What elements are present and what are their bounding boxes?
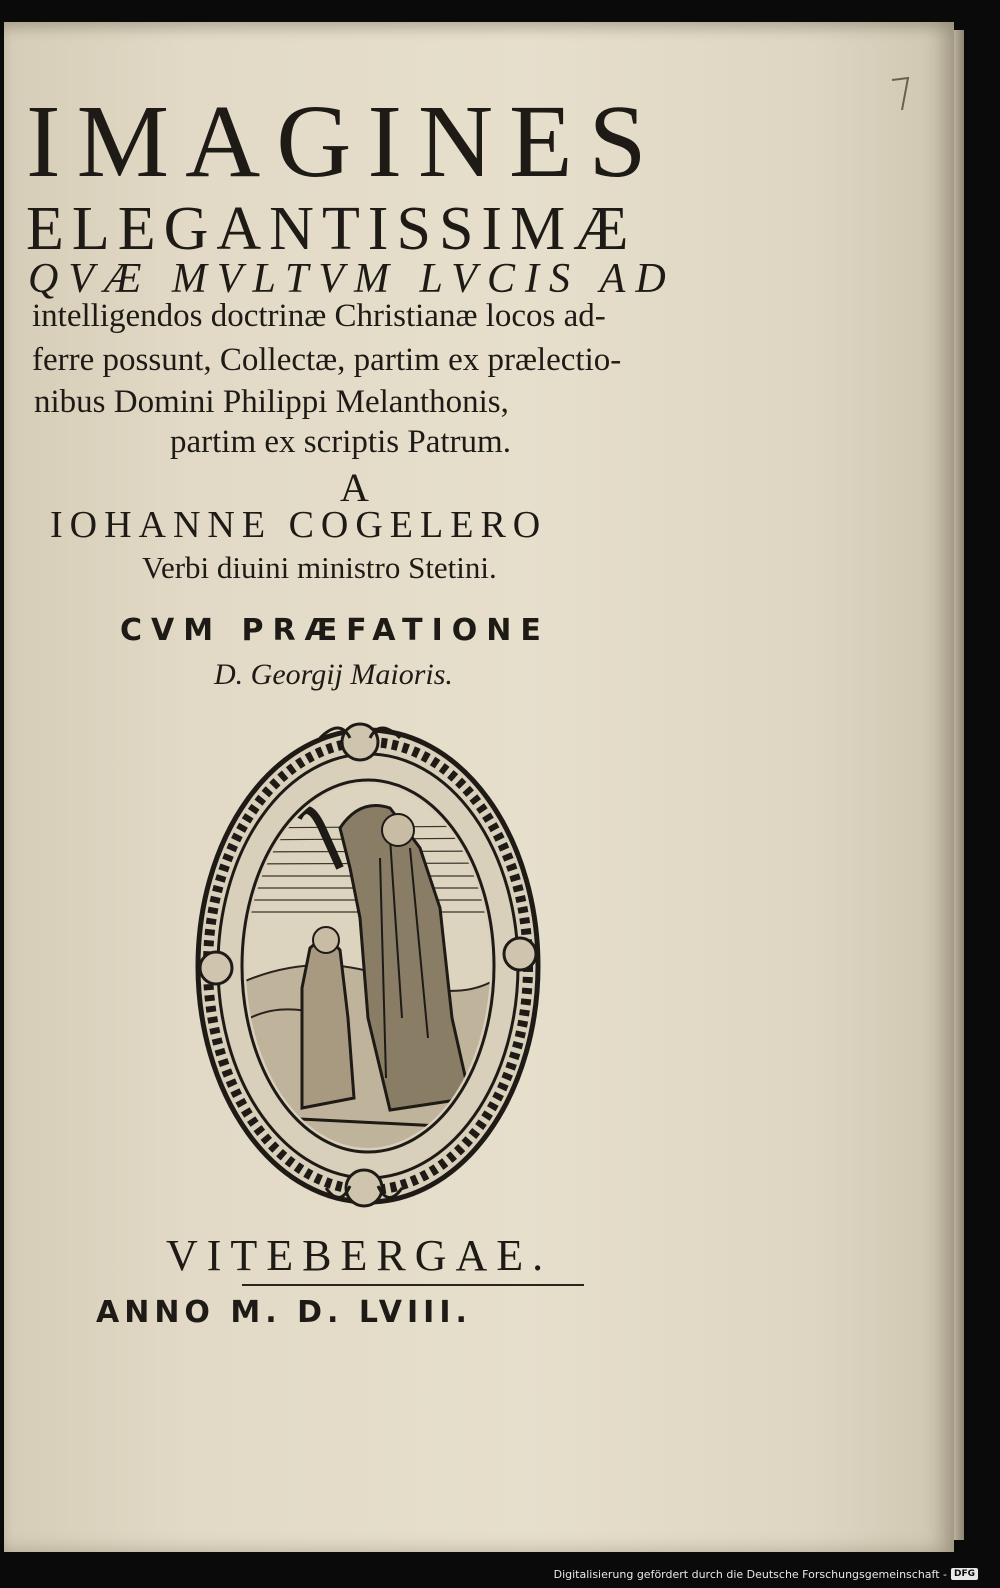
author-name: IOHANNE COGELERO	[50, 504, 548, 546]
preface-author: D. Georgij Maioris.	[214, 658, 453, 691]
author-prefix: A	[340, 465, 369, 510]
book-page-edge	[954, 30, 964, 1540]
title-elegantissimae: ELEGANTISSIMÆ	[26, 195, 637, 263]
body-line-3: nibus Domini Philippi Melanthonis,	[34, 384, 509, 420]
imprint-rule	[242, 1284, 584, 1286]
handwritten-page-number	[886, 74, 916, 114]
body-line-2: ferre possunt, Collectæ, partim ex prælectio-	[32, 342, 622, 378]
body-line-4: partim ex scriptis Patrum.	[170, 424, 511, 460]
dfg-logo: DFG	[951, 1568, 978, 1580]
scanned-title-page	[4, 22, 954, 1552]
oval-woodcut-illustration	[190, 718, 546, 1214]
imprint-year: ANNO M. D. LVIII.	[96, 1295, 472, 1330]
body-line-1: intelligendos doctrinæ Christianæ locos ad-	[32, 298, 606, 334]
preface-line: CVM PRÆFATIONE	[120, 613, 550, 648]
credit-text: Digitalisierung gefördert durch die Deutsche Forschungsgemeinschaft -	[553, 1567, 947, 1581]
digitization-credit	[554, 1564, 978, 1584]
title-imagines: IMAGINES	[26, 84, 663, 199]
author-role: Verbi diuini ministro Stetini.	[142, 550, 497, 585]
imprint-place: VITEBERGAE.	[166, 1231, 553, 1280]
title-quae-multum: QVÆ MVLTVM LVCIS AD	[28, 256, 676, 302]
